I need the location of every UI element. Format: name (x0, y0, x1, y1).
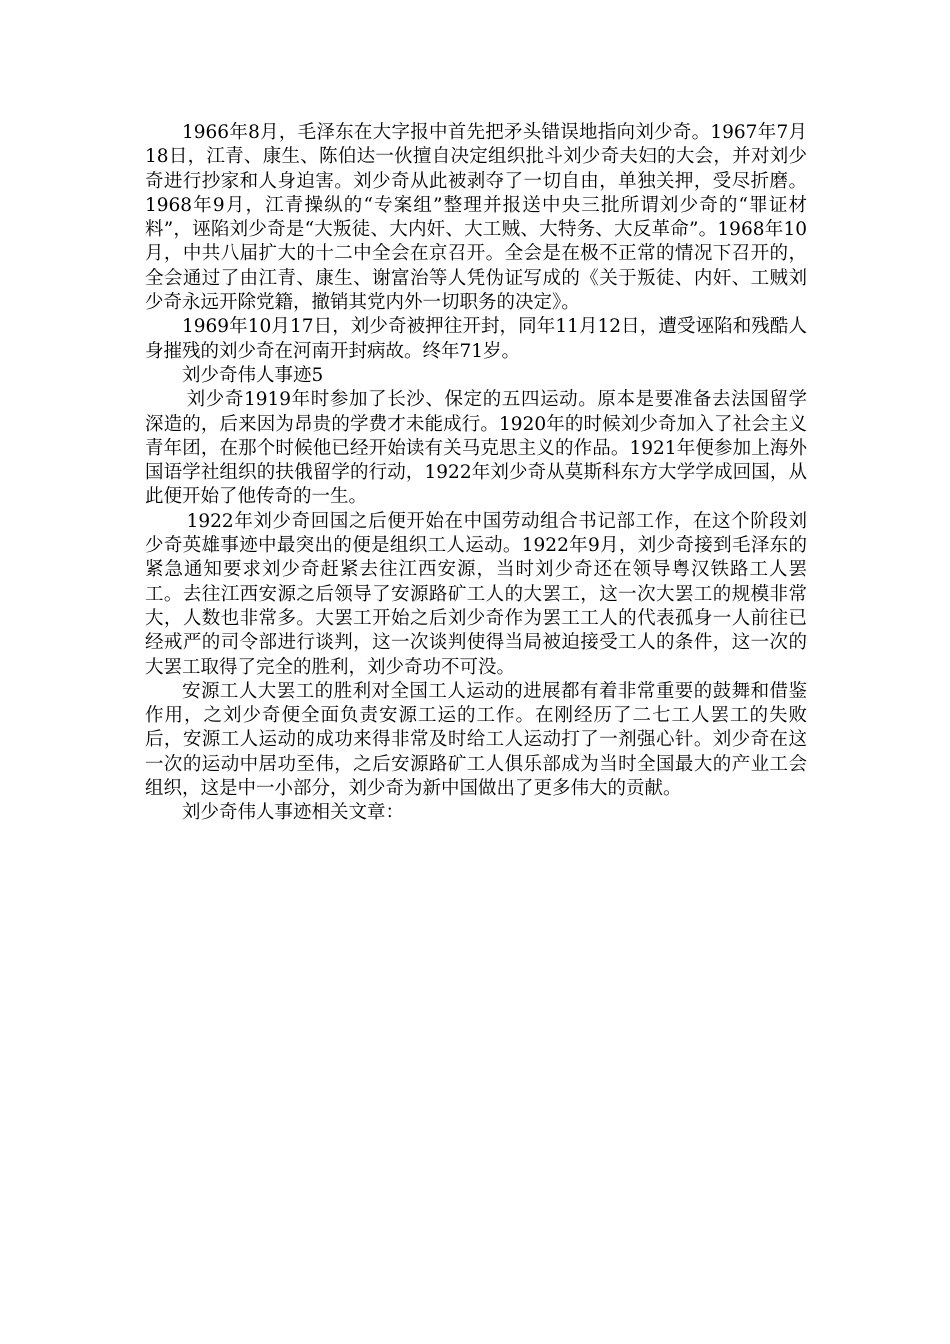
paragraph-1922-labor-work: 1922年刘少奇回国之后便开始在中国劳动组合书记部工作，在这个阶段刘少奇英雄事迹中最突出的便是组织工人运动。1922年9月，刘少奇接到毛泽东的紧急通知要求刘少奇赶紧去往江西安源，当时刘少奇还在领导粤汉铁路工人罢工。去往江西安源之后领导了安源路矿工人的大罢工，这一次大罢工的规模非常大，人数也非常多。大罢工开始之后刘少奇作为罢工工人的代表孤身一人前往已经戒严的司令部进行谈判，这一次谈判使得当局被迫接受工人的条件，这一次的大罢工取得了完全的胜利，刘少奇功不可没。 (145, 510, 807, 678)
document-body (145, 121, 807, 826)
related-articles-heading: 刘少奇伟人事迹相关文章： (182, 802, 405, 824)
paragraph-1919-early-life: 刘少奇1919年时参加了长沙、保定的五四运动。原本是要准备去法国留学深造的，后来因为昂贵的学费才未能成行。1920年的时候刘少奇加入了社会主义青年团，在那个时候他已经开始读有关马克思主义的作品。1921年便参加上海外国语学社组织的扶俄留学的行动，1922年刘少奇从莫斯科东方大学学成回国，从此便开始了他传奇的一生。 (145, 389, 807, 508)
paragraph-1969-death: 1969年10月17日，刘少奇被押往开封，同年11月12日，遭受诬陷和残酷人身摧残的刘少奇在河南开封病故。终年71岁。 (145, 316, 807, 362)
paragraph-anyuan-strike-impact: 安源工人大罢工的胜利对全国工人运动的进展都有着非常重要的鼓舞和借鉴作用，之刘少奇便全面负责安源工运的工作。在刚经历了二七工人罢工的失败后，安源工人运动的成功来得非常及时给工人运动打了一剂强心针。刘少奇在这一次的运动中居功至伟，之后安源路矿工人俱乐部成为当时全国最大的产业工会组织，这是中一小部分，刘少奇为新中国做出了更多伟大的贡献。 (145, 680, 807, 800)
section-heading-5: 刘少奇伟人事迹5 (182, 364, 324, 386)
paragraph-1966-events: 1966年8月，毛泽东在大字报中首先把矛头错误地指向刘少奇。1967年7月18日，江青、康生、陈伯达一伙擅自决定组织批斗刘少奇夫妇的大会，并对刘少奇进行抄家和人身迫害。刘少奇从此被剥夺了一切自由，单独关押，受尽折磨。1968年9月，江青操纵的“专案组”整理并报送中央三批所谓刘少奇的“罪证材料”，诬陷刘少奇是“大叛徒、大内奸、大工贼、大特务、大反革命”。1968年10月，中共八届扩大的十二中全会在京召开。全会是在极不正常的情况下召开的，全会通过了由江青、康生、谢富治等人凭伪证写成的《关于叛徒、内奸、工贼刘少奇永远开除党籍，撤销其党内外一切职务的决定》。 (145, 122, 807, 314)
